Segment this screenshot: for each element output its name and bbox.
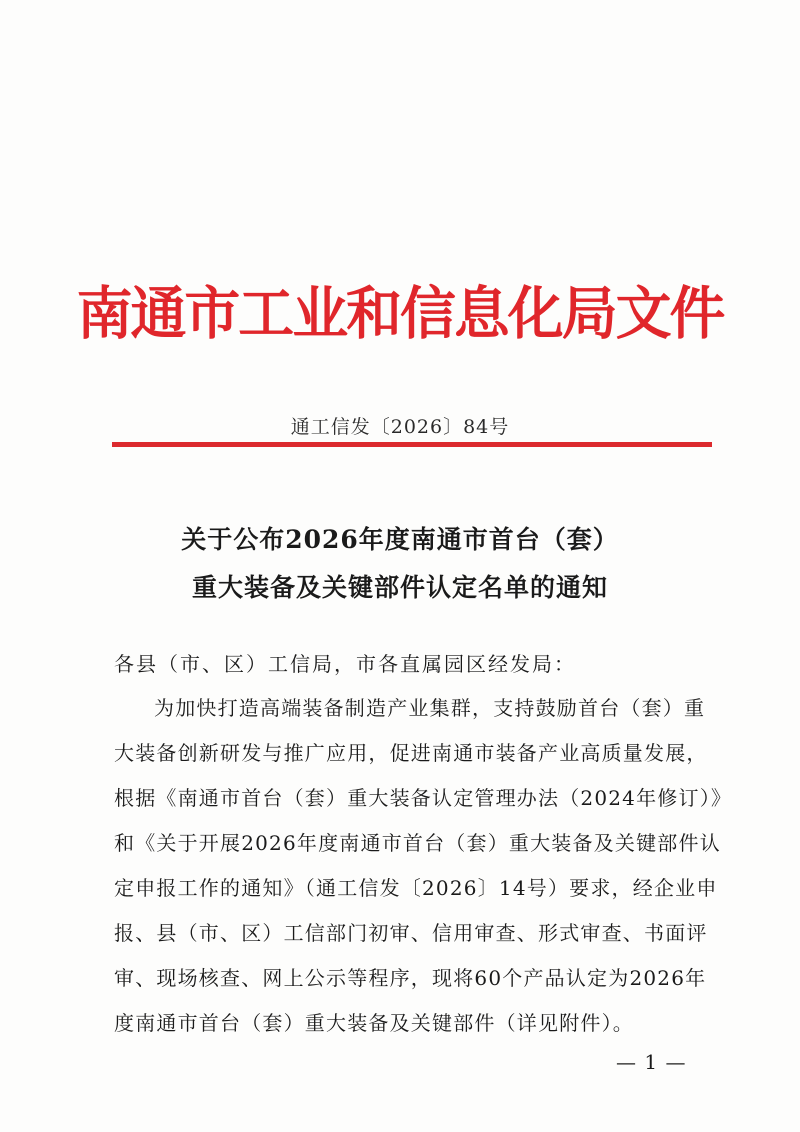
red-divider-rule	[112, 442, 712, 447]
body-line-3: 根据《南通市首台（套）重大装备认定管理办法（2024年修订）》	[114, 786, 733, 810]
document-number: 通工信发〔2026〕84号	[290, 416, 510, 438]
salutation: 各县（市、区）工信局，市各直属园区经发局：	[114, 652, 576, 676]
body-line-1: 为加快打造高端装备制造产业集群，支持鼓励首台（套）重	[154, 696, 706, 720]
agency-header-title: 南通市工业和信息化局文件	[76, 281, 724, 347]
body-line-5: 定申报工作的通知》（通工信发〔2026〕14号）要求，经企业申	[114, 876, 718, 900]
body-line-4: 和《关于开展2026年度南通市首台（套）重大装备及关键部件认	[114, 831, 721, 855]
body-line-6: 报、县（市、区）工信部门初审、信用审查、形式审查、书面评	[114, 921, 708, 945]
body-line-7: 审、现场核查、网上公示等程序，现将60个产品认定为2026年	[114, 966, 707, 990]
page-number: — 1 —	[616, 1050, 687, 1074]
document-title-line-1: 关于公布2026年度南通市首台（套）	[181, 525, 619, 554]
document-title-line-2: 重大装备及关键部件认定名单的通知	[191, 573, 608, 602]
body-line-8: 度南通市首台（套）重大装备及关键部件（详见附件）。	[114, 1011, 634, 1035]
body-line-2: 大装备创新研发与推广应用，促进南通市装备产业高质量发展，	[114, 741, 708, 765]
